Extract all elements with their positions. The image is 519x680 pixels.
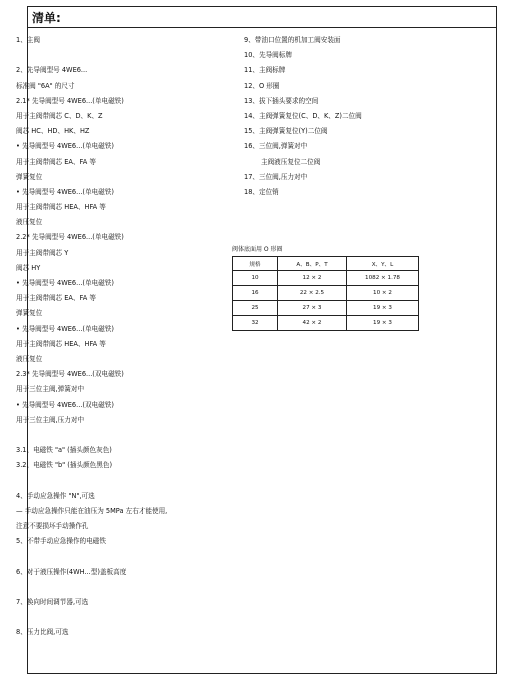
cell-abpt: 42 × 2 <box>278 316 347 331</box>
list-item: 18、定位销 <box>244 187 279 196</box>
list-item: 1、主阀 <box>16 36 40 44</box>
list-item: 用于主阀带阀芯 HEA、HFA 等 <box>16 339 106 348</box>
cell-xyl: 19 × 3 <box>347 301 419 316</box>
list-item: 13、拔下插头要求的空间 <box>244 96 319 105</box>
header-xyl: X、Y、L <box>347 257 419 271</box>
list-item: 用于主阀带阀芯 EA、FA 等 <box>16 294 96 303</box>
list-item: 用于主阀带阀芯 HEA、HFA 等 <box>16 203 106 212</box>
title-bar <box>28 7 496 28</box>
list-item: 3.2、电磁铁 "b" (插头颜色黑色) <box>16 461 113 470</box>
list-item: 17、三位阀,压力对中 <box>244 172 308 181</box>
cell-size: 25 <box>233 301 278 316</box>
page-title: 清单: <box>32 11 61 25</box>
list-item: 2.3* 先导阀型号 4WE6...(双电磁铁) <box>16 370 124 379</box>
list-item: 弹簧复位 <box>16 309 43 318</box>
list-item: 液压复位 <box>16 354 43 363</box>
list-item: 16、三位阀,弹簧对中 <box>244 142 308 151</box>
spacer <box>16 473 231 488</box>
list-item: 14、主阀弹簧复位(C、D、K、Z)二位阀 <box>244 111 362 120</box>
table-row <box>233 316 419 331</box>
list-item: 阀芯 HC、HD、HK、HZ <box>16 127 90 136</box>
list-item: 用于主阀带阀芯 C、D、K、Z <box>16 111 103 120</box>
cell-xyl: 10 × 2 <box>347 286 419 301</box>
list-item: 6、对于液压操作(4WH...型)盖板高度 <box>16 567 127 576</box>
cell-xyl: 1082 × 1.78 <box>347 271 419 286</box>
table-row <box>233 271 419 286</box>
spacer <box>16 610 231 625</box>
list-item: 注意不要损坏手动操作孔 <box>16 522 89 530</box>
cell-size: 10 <box>233 271 278 286</box>
right-item-list <box>244 33 459 200</box>
table-row <box>233 286 419 301</box>
list-item: 4、手动应急操作 "N",可选 <box>16 491 95 500</box>
list-item: 2、先导阀型号 4WE6... <box>16 66 88 75</box>
left-item-list <box>16 33 231 641</box>
list-item: 液压复位 <box>16 218 43 227</box>
cell-abpt: 27 × 3 <box>278 301 347 316</box>
list-item: 2.1* 先导阀型号 4WE6...(单电磁铁) <box>16 96 124 105</box>
list-item: 7、换向时间调节器,可选 <box>16 597 89 606</box>
list-item: • 先导阀型号 4WE6...(单电磁铁) <box>16 187 114 196</box>
table-row <box>233 301 419 316</box>
cell-abpt: 22 × 2.5 <box>278 286 347 301</box>
list-item: 3.1、电磁铁 "a" (插头颜色灰色) <box>16 446 112 455</box>
header-abpt: A、B、P、T <box>278 257 347 271</box>
oring-table-header-row <box>233 257 419 271</box>
spacer <box>16 549 231 564</box>
spacer <box>16 48 231 63</box>
list-item: 用于三位主阀,压力对中 <box>16 415 85 424</box>
list-item: 8、压力比阀,可选 <box>16 628 69 637</box>
cell-size: 16 <box>233 286 278 301</box>
list-item: 用于三位主阀,弹簧对中 <box>16 385 85 394</box>
list-item: • 先导阀型号 4WE6...(单电磁铁) <box>16 279 114 287</box>
list-item: • 先导阀型号 4WE6...(单电磁铁) <box>16 142 114 151</box>
list-item: 5、不带手动应急操作的电磁铁 <box>16 537 106 546</box>
list-item: 9、带油口位置的机加工阀安装面 <box>244 36 341 44</box>
list-item: 10、先导阀标牌 <box>244 51 292 60</box>
header-size: 规格 <box>233 257 278 271</box>
list-item: 阀芯 HY <box>16 263 41 272</box>
list-item: 15、主阀弹簧复位(Y)二位阀 <box>244 127 328 136</box>
cell-xyl: 19 × 3 <box>347 316 419 331</box>
list-item: 用于主阀带阀芯 Y <box>16 248 69 257</box>
cell-abpt: 12 × 2 <box>278 271 347 286</box>
spacer <box>16 580 231 595</box>
list-item: 标准阀 "6A" 的尺寸 <box>16 81 75 90</box>
oring-table-caption: 阀体底面用 O 形圈 <box>232 246 283 253</box>
list-item: 弹簧复位 <box>16 172 43 181</box>
spacer <box>16 428 231 443</box>
cell-size: 32 <box>233 316 278 331</box>
list-item: 12、O 形圈 <box>244 81 280 90</box>
list-item: 用于主阀带阀芯 EA、FA 等 <box>16 157 96 166</box>
list-item: 主阀液压复位二位阀 <box>261 157 321 166</box>
list-item: • 先导阀型号 4WE6...(单电磁铁) <box>16 324 114 333</box>
list-item: • 先导阀型号 4WE6...(双电磁铁) <box>16 400 114 409</box>
list-item: 2.2* 先导阀型号 4WE6...(单电磁铁) <box>16 233 124 242</box>
oring-table <box>232 256 419 331</box>
list-item: 11、主阀标牌 <box>244 66 286 75</box>
list-item: — 手动应急操作只能在油压为 5MPa 左右才能使用, <box>16 506 168 515</box>
